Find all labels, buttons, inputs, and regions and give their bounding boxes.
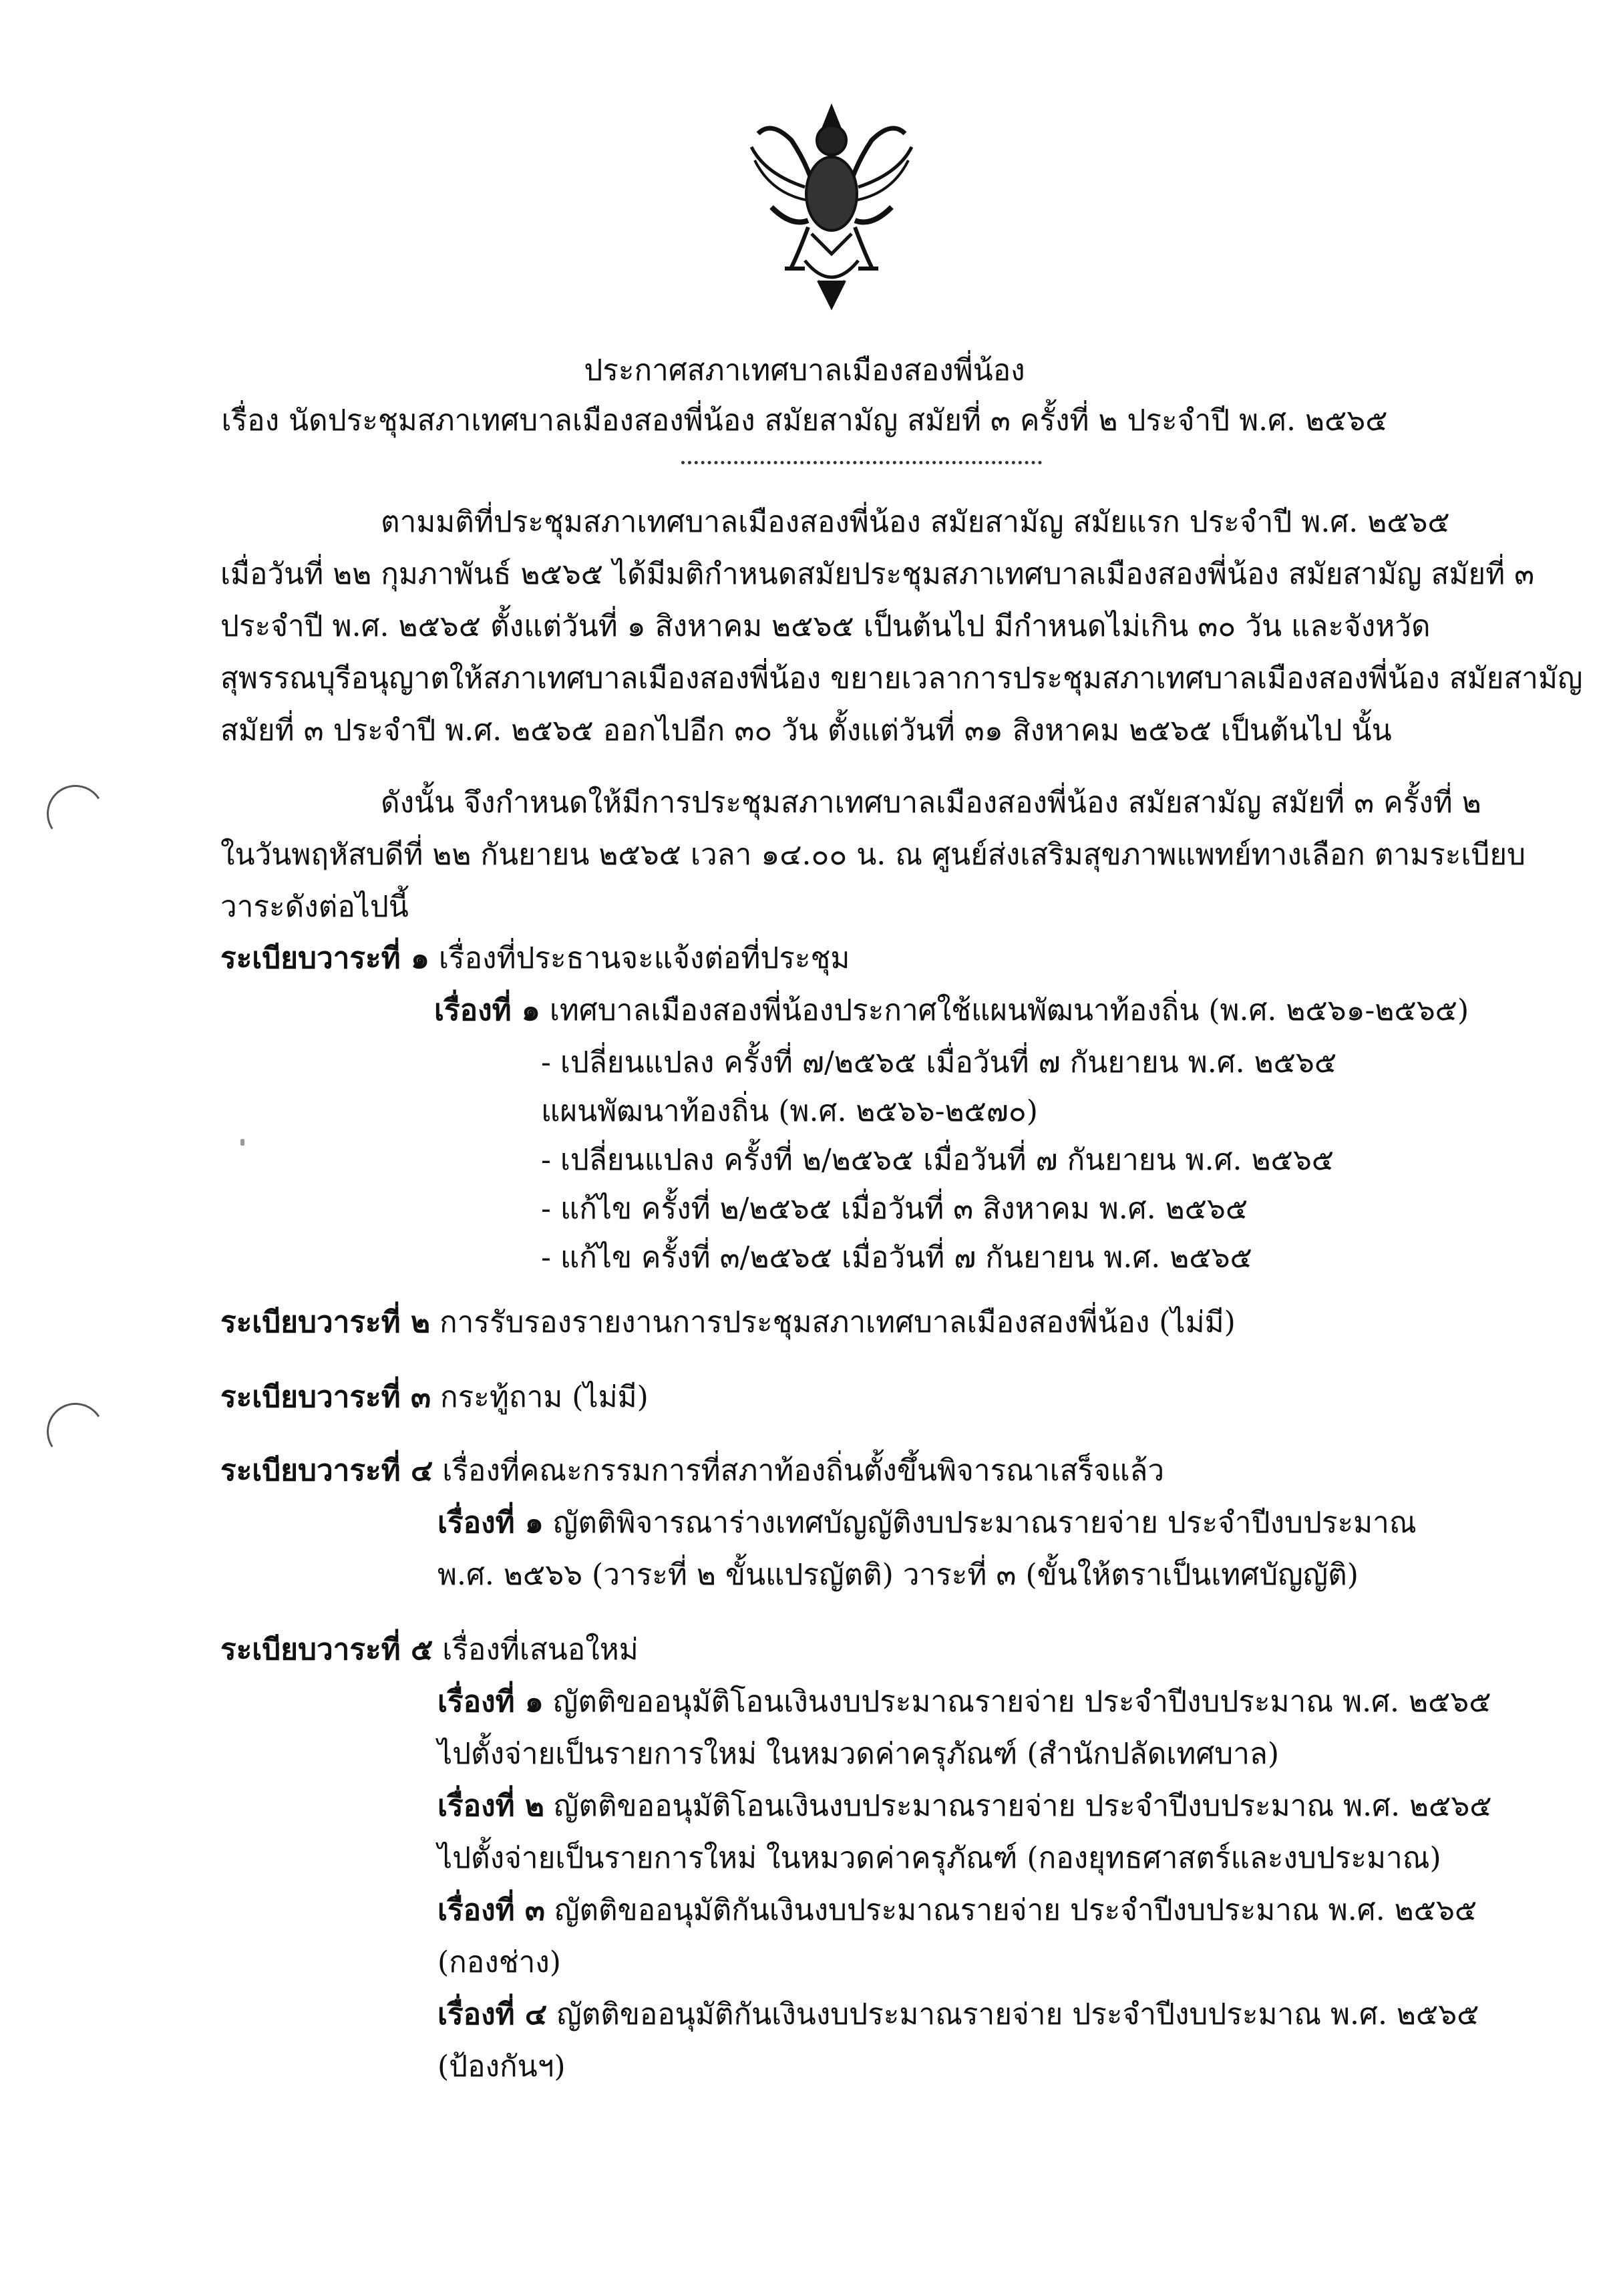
body-line: วาระดังต่อไปนี้ — [220, 890, 409, 924]
agenda-subitem — [437, 1503, 1417, 1543]
announcement-subject: เรื่อง นัดประชุมสภาเทศบาลเมืองสองพี่น้อง สมัยสามัญ สมัยที่ ๓ ครั้งที่ ๒ ประจำปี พ.ศ. ๒๕๖๕ — [221, 403, 1388, 438]
agenda-subitem-cont: ไปตั้งจ่ายเป็นรายการใหม่ ในหมวดค่าครุภัณฑ์ (กองยุทธศาสตร์และงบประมาณ) — [437, 1841, 1441, 1875]
subitem-label: เรื่องที่ ๓ — [437, 1893, 545, 1927]
agenda-subitem-cont: (กองช่าง) — [437, 1945, 561, 1979]
agenda-text: กระทู้ถาม (ไม่มี) — [440, 1380, 649, 1414]
agenda-label: ระเบียบวาระที่ ๕ — [220, 1633, 433, 1667]
body-line: สุพรรณบุรีอนุญาตให้สภาเทศบาลเมืองสองพี่น้อง ขยายเวลาการประชุมสภาเทศบาลเมืองสองพี่น้อง สมัยสามัญ — [220, 661, 1583, 695]
agenda-subitem — [437, 1786, 1492, 1826]
agenda-text: การรับรองรายงานการประชุมสภาเทศบาลเมืองสองพี่น้อง (ไม่มี) — [439, 1305, 1236, 1339]
agenda-label: ระเบียบวาระที่ ๑ — [220, 941, 429, 975]
subitem-text: ญัตติขออนุมัติโอนเงินงบประมาณรายจ่าย ประจำปีงบประมาณ พ.ศ. ๒๕๖๕ — [552, 1685, 1491, 1719]
agenda-label: ระเบียบวาระที่ ๓ — [220, 1380, 431, 1414]
body-line: ในวันพฤหัสบดีที่ ๒๒ กันยายน ๒๕๖๕ เวลา ๑๔.๐๐ น. ณ ศูนย์ส่งเสริมสุขภาพแพทย์ทางเลือก ตามระเบียบ — [220, 838, 1526, 872]
subitem-text: เทศบาลเมืองสองพี่น้องประกาศใช้แผนพัฒนาท้องถิ่น (พ.ศ. ๒๕๖๑-๒๕๖๕) — [549, 993, 1469, 1027]
scan-speck — [240, 1139, 244, 1146]
body-line: ประจำปี พ.ศ. ๒๕๖๕ ตั้งแต่วันที่ ๑ สิงหาคม ๒๕๖๕ เป็นต้นไป มีกำหนดไม่เกิน ๓๐ วัน และจังหวัด — [220, 609, 1431, 643]
agenda-bullet: - แก้ไข ครั้งที่ ๒/๒๕๖๕ เมื่อวันที่ ๓ สิงหาคม พ.ศ. ๒๕๖๕ — [541, 1192, 1248, 1226]
agenda-item-5 — [220, 1630, 639, 1670]
agenda-bullet: - เปลี่ยนแปลง ครั้งที่ ๗/๒๕๖๕ เมื่อวันที่ ๗ กันยายน พ.ศ. ๒๕๖๕ — [541, 1045, 1337, 1080]
subitem-text: ญัตติพิจารณาร่างเทศบัญญัติงบประมาณรายจ่าย ประจำปีงบประมาณ — [552, 1506, 1417, 1540]
agenda-item-1 — [220, 939, 850, 979]
agenda-subitem — [434, 991, 1469, 1031]
subitem-text: ญัตติขออนุมัติโอนเงินงบประมาณรายจ่าย ประจำปีงบประมาณ พ.ศ. ๒๕๖๕ — [553, 1789, 1492, 1823]
agenda-bullet: แผนพัฒนาท้องถิ่น (พ.ศ. ๒๕๖๖-๒๕๗๐) — [541, 1094, 1038, 1128]
subitem-text: ญัตติขออนุมัติกันเงินงบประมาณรายจ่าย ประจำปีงบประมาณ พ.ศ. ๒๕๖๕ — [554, 1893, 1477, 1927]
subitem-label: เรื่องที่ ๑ — [434, 993, 540, 1027]
agenda-item-2 — [220, 1303, 1236, 1343]
body-line: สมัยที่ ๓ ประจำปี พ.ศ. ๒๕๖๕ ออกไปอีก ๓๐ วัน ตั้งแต่วันที่ ๓๑ สิงหาคม ๒๕๖๕ เป็นต้นไป นั้น — [220, 713, 1392, 748]
body-line: ตามมติที่ประชุมสภาเทศบาลเมืองสองพี่น้อง สมัยสามัญ สมัยแรก ประจำปี พ.ศ. ๒๕๖๕ — [381, 505, 1450, 539]
subitem-label: เรื่องที่ ๑ — [437, 1506, 544, 1540]
agenda-subitem — [437, 1682, 1491, 1722]
subitem-label: เรื่องที่ ๑ — [437, 1685, 544, 1719]
agenda-subitem-cont: ไปตั้งจ่ายเป็นรายการใหม่ ในหมวดค่าครุภัณฑ์ (สำนักปลัดเทศบาล) — [437, 1737, 1280, 1771]
subitem-text: ญัตติขออนุมัติกันเงินงบประมาณรายจ่าย ประจำปีงบประมาณ พ.ศ. ๒๕๖๕ — [556, 1997, 1479, 2031]
agenda-subitem-cont: พ.ศ. ๒๕๖๖ (วาระที่ ๒ ขั้นแปรญัตติ) วาระที่ ๓ (ขั้นให้ตราเป็นเทศบัญญัติ) — [437, 1558, 1359, 1592]
announcement-title: ประกาศสภาเทศบาลเมืองสองพี่น้อง — [584, 353, 1025, 387]
agenda-label: ระเบียบวาระที่ ๒ — [220, 1305, 430, 1339]
agenda-subitem — [437, 1891, 1477, 1931]
agenda-bullet: - แก้ไข ครั้งที่ ๓/๒๕๖๕ เมื่อวันที่ ๗ กันยายน พ.ศ. ๒๕๖๕ — [541, 1241, 1252, 1275]
body-line: เมื่อวันที่ ๒๒ กุมภาพันธ์ ๒๕๖๕ ได้มีมติกำหนดสมัยประชุมสภาเทศบาลเมืองสองพี่น้อง สมัยสามัญ สมัยที่ ๓ — [220, 557, 1535, 591]
agenda-text: เรื่องที่ประธานจะแจ้งต่อที่ประชุม — [438, 941, 850, 975]
agenda-item-3 — [220, 1377, 649, 1418]
garuda-emblem-icon — [745, 94, 918, 314]
subitem-label: เรื่องที่ ๔ — [437, 1997, 548, 2031]
body-line: ดังนั้น จึงกำหนดให้มีการประชุมสภาเทศบาลเมืองสองพี่น้อง สมัยสามัญ สมัยที่ ๓ ครั้งที่ ๒ — [381, 786, 1481, 820]
agenda-text: เรื่องที่เสนอใหม่ — [442, 1633, 639, 1667]
agenda-subitem — [437, 1995, 1479, 2035]
agenda-subitem-cont: (ป้องกันฯ) — [437, 2049, 566, 2084]
punch-hole-mark — [41, 1398, 110, 1466]
agenda-label: ระเบียบวาระที่ ๔ — [220, 1454, 433, 1488]
subitem-label: เรื่องที่ ๒ — [437, 1789, 544, 1823]
agenda-bullet: - เปลี่ยนแปลง ครั้งที่ ๒/๒๕๖๕ เมื่อวันที่ ๗ กันยายน พ.ศ. ๒๕๖๕ — [541, 1143, 1334, 1177]
dotted-separator — [681, 461, 1042, 464]
agenda-text: เรื่องที่คณะกรรมการที่สภาท้องถิ่นตั้งขึ้นพิจารณาเสร็จแล้ว — [442, 1454, 1165, 1488]
punch-hole-mark — [41, 780, 110, 848]
agenda-item-4 — [220, 1451, 1164, 1491]
